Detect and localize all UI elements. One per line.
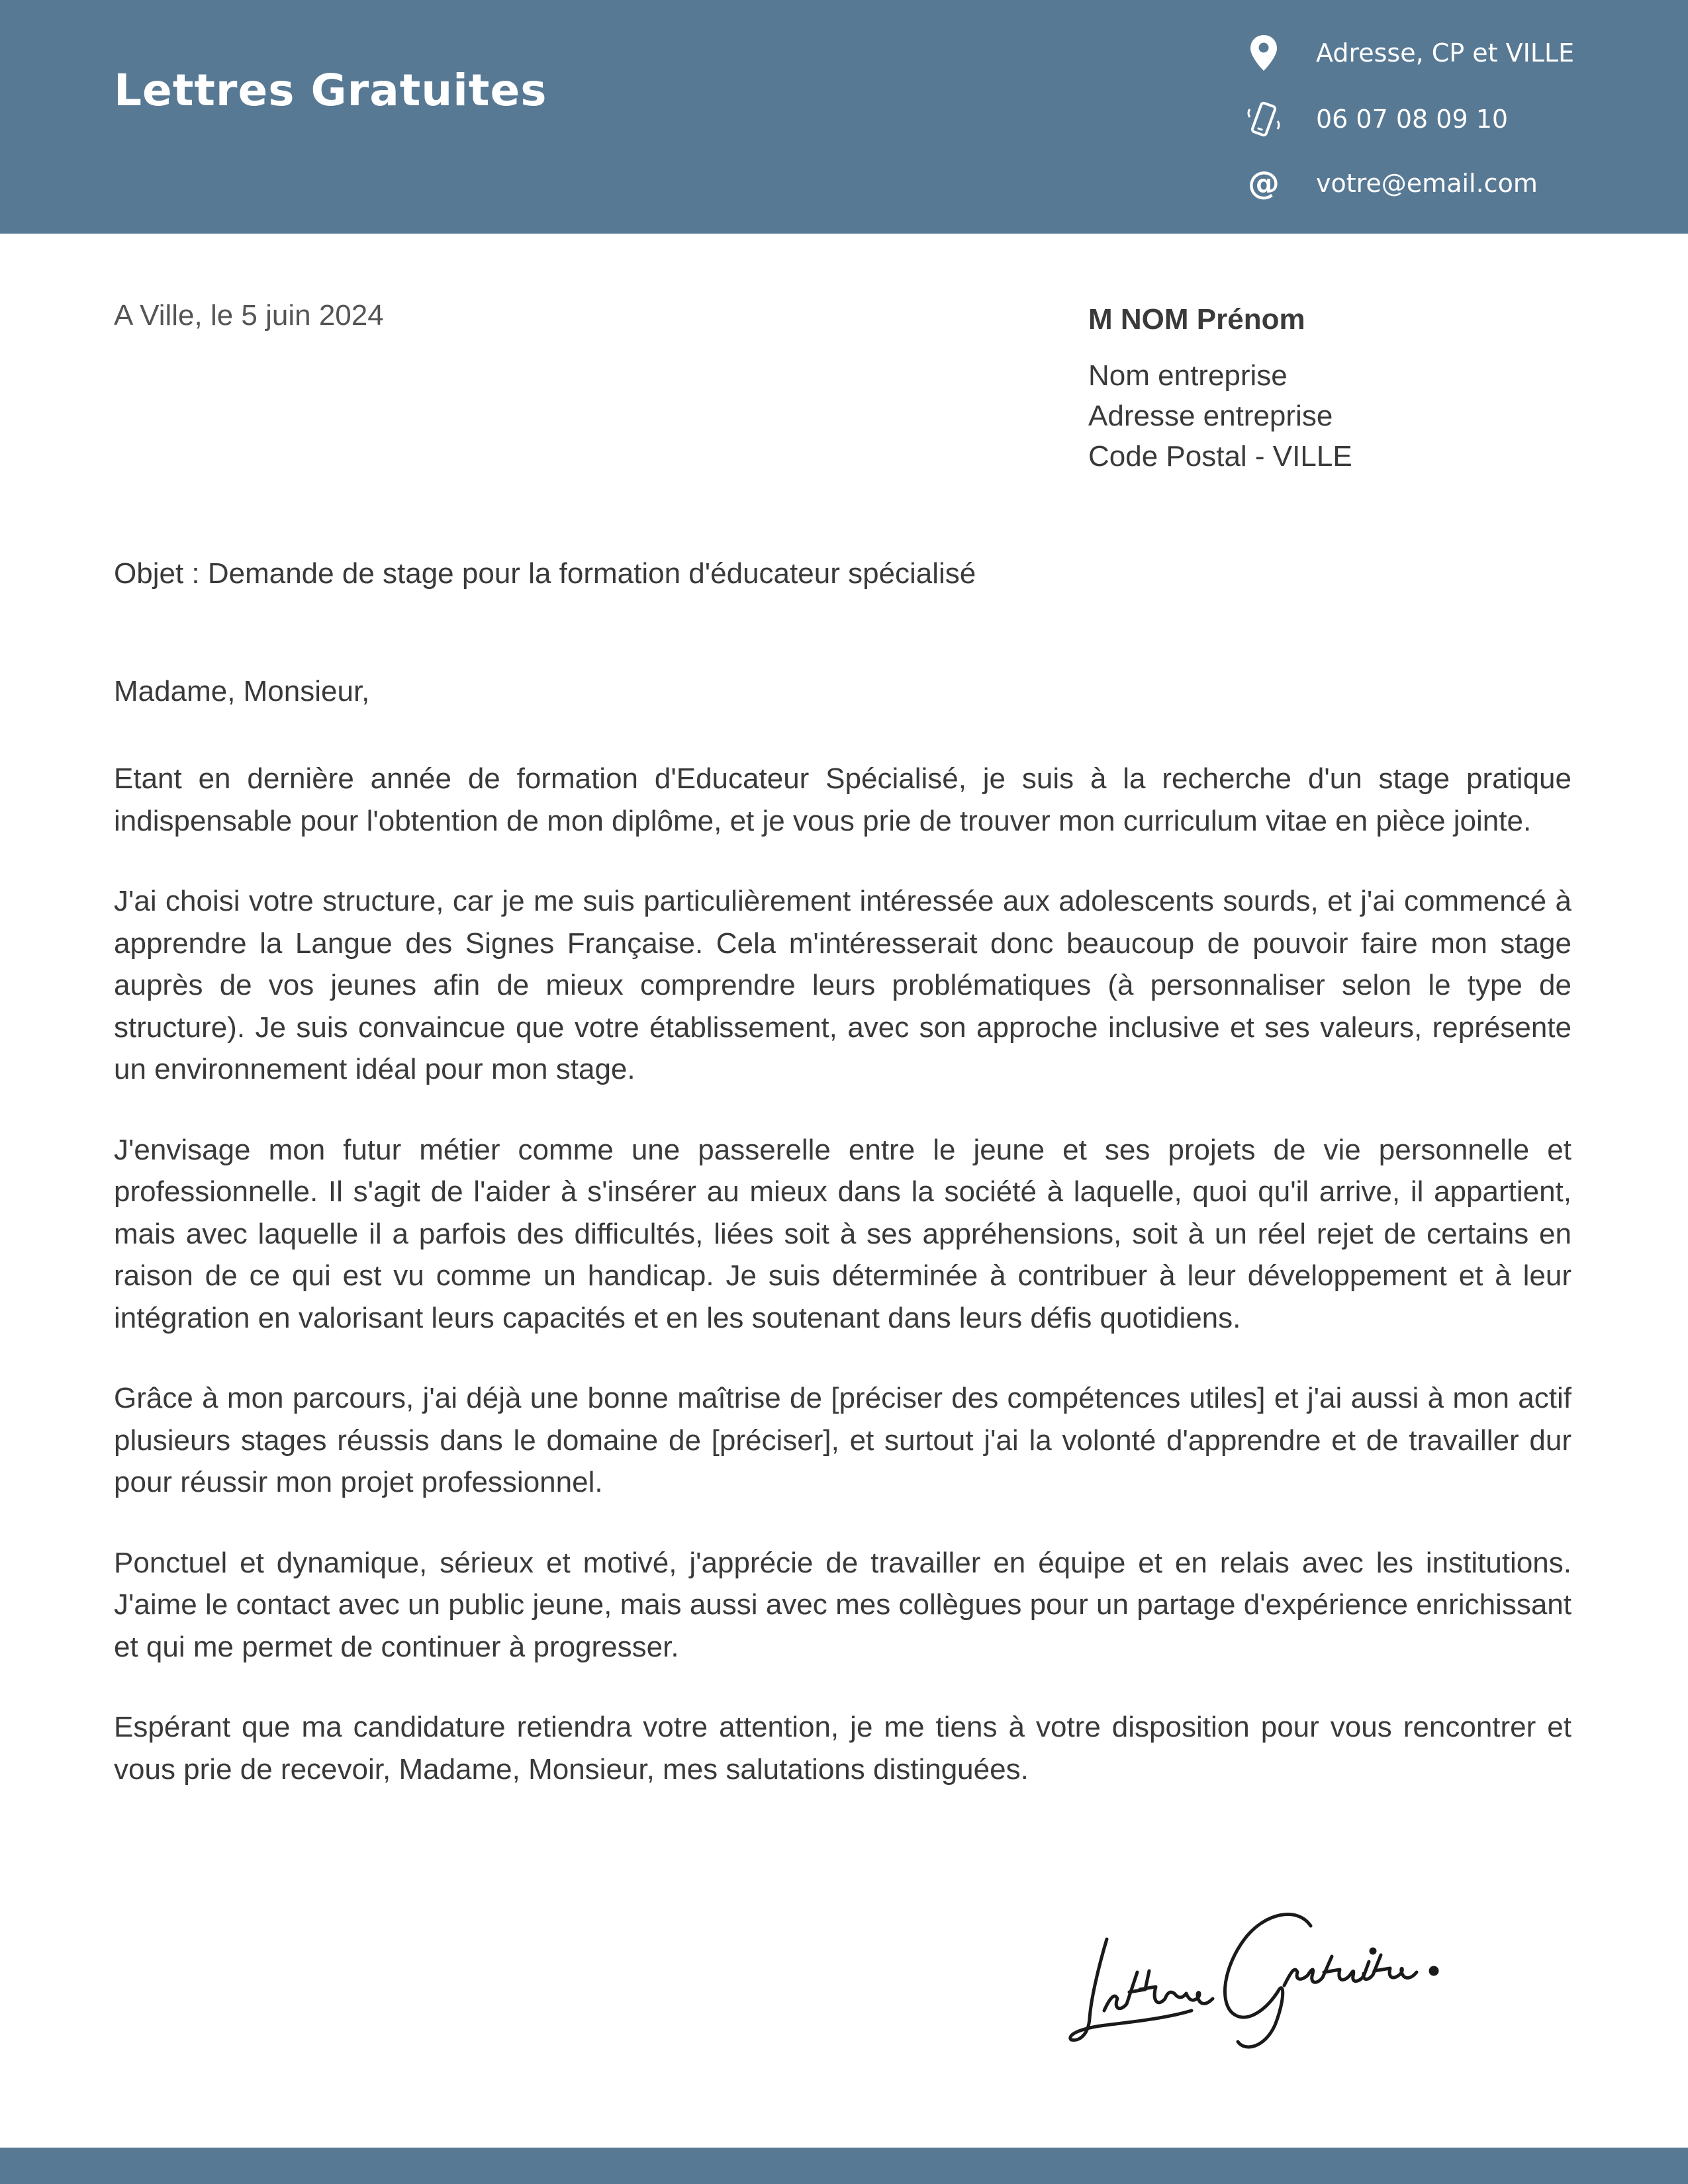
paragraph: Grâce à mon parcours, j'ai déjà une bonne maîtrise de [préciser des compétences utiles] et j'ai aussi à mon actif plusieurs stages réussis dans le domaine de [préciser], et surtout j'ai la volonté d'apprendre et de travailler dur pour réussir mon projet professionnel. [114, 1382, 1571, 1498]
footer-bar [0, 2148, 1688, 2184]
paragraph: Ponctuel et dynamique, sérieux et motivé, j'apprécie de travailler en équipe et en relais avec les institutions. J'aime le contact avec un public jeune, mais aussi avec mes collègues pour un partage d'expérience enrichissant et qui me permet de continuer à progresser. [114, 1546, 1571, 1663]
letter-date: A Ville, le 5 juin 2024 [114, 299, 384, 332]
recipient-city: Code Postal - VILLE [1088, 440, 1352, 473]
location-pin-icon [1244, 34, 1283, 72]
recipient-name: M NOM Prénom [1088, 303, 1305, 336]
contact-address [1244, 30, 1574, 76]
paragraph: Espérant que ma candidature retiendra votre attention, je me tiens à votre disposition pour vous rencontrer et vous prie de recevoir, Madame, Monsieur, mes salutations distinguées. [114, 1711, 1571, 1786]
recipient-block [1088, 299, 1352, 477]
letter-subject: Objet : Demande de stage pour la formation d'éducateur spécialisé [114, 557, 976, 590]
recipient-address: Adresse entreprise [1088, 400, 1333, 432]
paragraph: Etant en dernière année de formation d'Educateur Spécialisé, je suis à la recherche d'un stage pratique indispensable pour l'obtention de mon diplôme, et je vous prie de trouver mon curriculum vitae en pièce jointe. [114, 762, 1571, 837]
at-sign-icon: @ [1248, 165, 1280, 202]
paragraph: J'envisage mon futur métier comme une passerelle entre le jeune et ses projets de vie personnelle et professionnelle. Il s'agit de l'aider à s'insérer au mieux dans la société à laquelle, quoi qu'il arrive, il appartient, mais avec laquelle il a parfois des difficultés, liées soit à ses appréhensions, soit à un réel rejet de certains en raison de ce qui est vu comme un handicap. Je suis déterminée à contribuer à leur développement et à leur intégration en valorisant leurs capacités et en les soutenant dans leurs défis quotidiens. [114, 1133, 1571, 1334]
phone-icon [1244, 100, 1283, 138]
brand-title: Lettres Gratuites [114, 65, 547, 116]
recipient-company: Nom entreprise [1088, 359, 1288, 392]
contact-phone-text: 06 07 08 09 10 [1316, 105, 1509, 134]
contact-phone [1244, 96, 1508, 142]
contact-email [1244, 160, 1538, 206]
header-banner [0, 0, 1688, 234]
contact-address-text: Adresse, CP et VILLE [1316, 38, 1575, 68]
letter-greeting: Madame, Monsieur, [114, 675, 370, 707]
letter-body [114, 758, 1571, 1829]
handwritten-signature [1066, 1893, 1450, 2052]
paragraph: J'ai choisi votre structure, car je me suis particulièrement intéressée aux adolescents sourds, et j'ai commencé à apprendre la Langue des Signes Française. Cela m'intéresserait donc beaucoup de pouvoir faire mon stage auprès de vos jeunes afin de mieux comprendre leurs problématiques (à personnaliser selon le type de structure). Je suis convaincue que votre établissement, avec son approche inclusive et ses valeurs, représente un environnement idéal pour mon stage. [114, 885, 1571, 1085]
contact-email-text: votre@email.com [1316, 169, 1538, 198]
